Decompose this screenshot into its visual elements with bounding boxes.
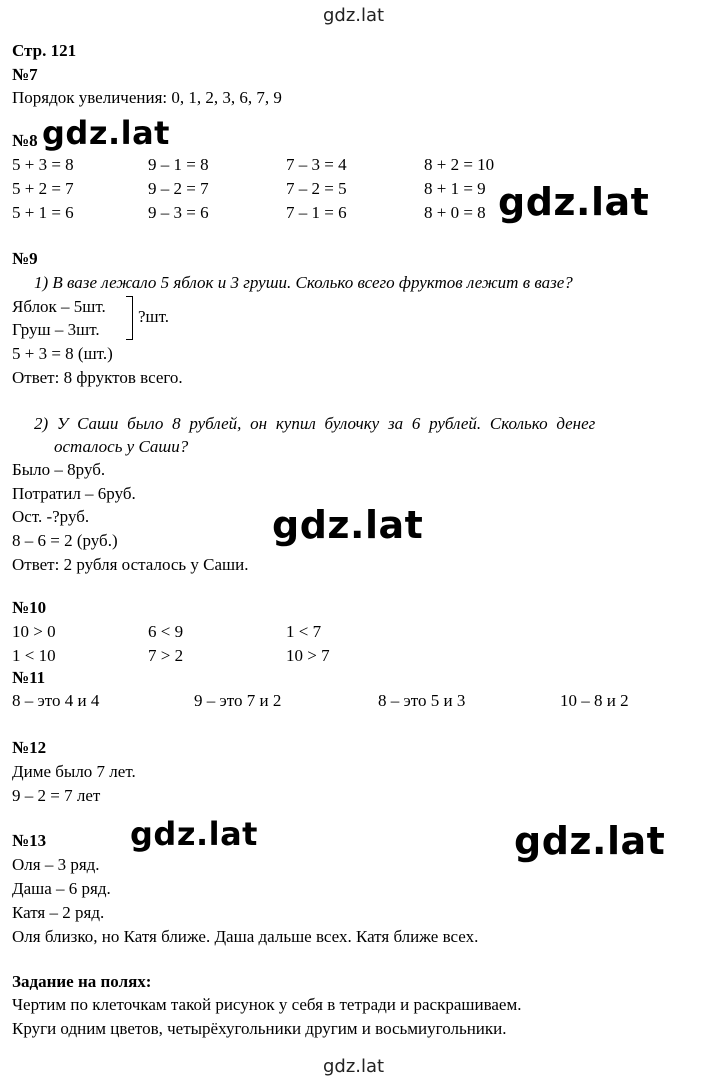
- task-7-line: Порядок увеличения: 0, 1, 2, 3, 6, 7, 9: [12, 88, 282, 107]
- task-8-title: №8: [12, 131, 38, 150]
- task-10-title: №10: [12, 598, 47, 617]
- brace-bracket: [126, 296, 133, 340]
- margin-task-title: Задание на полях:: [12, 972, 152, 991]
- task-9-title: №9: [12, 249, 38, 268]
- t13-line1: Оля – 3 ряд.: [12, 855, 100, 874]
- margin-task-line1: Чертим по клеточкам такой рисунок у себя в тетради и раскрашиваем.: [12, 995, 522, 1014]
- t10-cell: 7 > 2: [148, 646, 184, 665]
- watermark-bottom: gdz.lat: [323, 1056, 385, 1077]
- margin-task-line2: Круги одним цветов, четырёхугольники другим и восьмиугольники.: [12, 1019, 507, 1038]
- task-7-title: №7: [12, 65, 38, 84]
- watermark-1: gdz.lat: [42, 114, 170, 152]
- t8-cell: 5 + 1 = 6: [12, 203, 74, 222]
- t12-line2: 9 – 2 = 7 лет: [12, 786, 101, 805]
- t13-line2: Даша – 6 ряд.: [12, 879, 111, 898]
- t13-line4: Оля близко, но Катя ближе. Даша дальше всех. Катя ближе всех.: [12, 927, 479, 946]
- page-number: Стр. 121: [12, 41, 77, 60]
- t9-answer-2: Ответ: 2 рубля осталось у Саши.: [12, 555, 249, 574]
- task-12-title: №12: [12, 738, 47, 757]
- watermark-3: gdz.lat: [272, 503, 424, 547]
- t8-cell: 7 – 3 = 4: [286, 155, 347, 174]
- t8-cell: 9 – 2 = 7: [148, 179, 209, 198]
- t9-bracket-label: ?шт.: [138, 307, 170, 326]
- t8-cell: 8 + 2 = 10: [424, 155, 495, 174]
- t11-item: 10 – 8 и 2: [560, 691, 629, 710]
- t9-pears: Груш – 3шт.: [12, 320, 100, 339]
- watermark-2: gdz.lat: [498, 180, 650, 224]
- t9-question-1: 1) В вазе лежало 5 яблок и 3 груши. Сколько всего фруктов лежит в вазе?: [34, 273, 573, 292]
- t8-cell: 7 – 2 = 5: [286, 179, 347, 198]
- task-13-title: №13: [12, 831, 47, 850]
- t9-apples: Яблок – 5шт.: [12, 297, 106, 316]
- t11-item: 8 – это 4 и 4: [12, 691, 100, 710]
- t9-calc-2: 8 – 6 = 2 (руб.): [12, 531, 118, 550]
- t13-line3: Катя – 2 ряд.: [12, 903, 105, 922]
- watermark-5: gdz.lat: [514, 819, 666, 863]
- t10-cell: 10 > 7: [286, 646, 330, 665]
- t8-cell: 7 – 1 = 6: [286, 203, 347, 222]
- t9-spent: Потратил – 6руб.: [12, 484, 136, 503]
- t8-cell: 5 + 2 = 7: [12, 179, 74, 198]
- t9-left: Ост. -?руб.: [12, 507, 90, 526]
- t8-cell: 5 + 3 = 8: [12, 155, 74, 174]
- watermark-top: gdz.lat: [323, 5, 385, 26]
- t9-question-2-line2: осталось у Саши?: [54, 437, 189, 456]
- t8-cell: 8 + 1 = 9: [424, 179, 486, 198]
- t11-item: 9 – это 7 и 2: [194, 691, 282, 710]
- t9-answer-1: Ответ: 8 фруктов всего.: [12, 368, 183, 387]
- t9-question-2-line1: 2) У Саши было 8 рублей, он купил булочку за 6 рублей. Сколько денег: [34, 414, 596, 433]
- t10-cell: 10 > 0: [12, 622, 56, 641]
- t9-had: Было – 8руб.: [12, 460, 106, 479]
- t8-cell: 9 – 3 = 6: [148, 203, 209, 222]
- task-11-title: №11: [12, 668, 46, 687]
- t9-calc-1: 5 + 3 = 8 (шт.): [12, 344, 113, 363]
- t8-cell: 8 + 0 = 8: [424, 203, 486, 222]
- t12-line1: Диме было 7 лет.: [12, 762, 136, 781]
- t8-cell: 9 – 1 = 8: [148, 155, 209, 174]
- t10-cell: 1 < 10: [12, 646, 56, 665]
- t10-cell: 1 < 7: [286, 622, 322, 641]
- watermark-4: gdz.lat: [130, 815, 258, 853]
- t11-item: 8 – это 5 и 3: [378, 691, 466, 710]
- t10-cell: 6 < 9: [148, 622, 184, 641]
